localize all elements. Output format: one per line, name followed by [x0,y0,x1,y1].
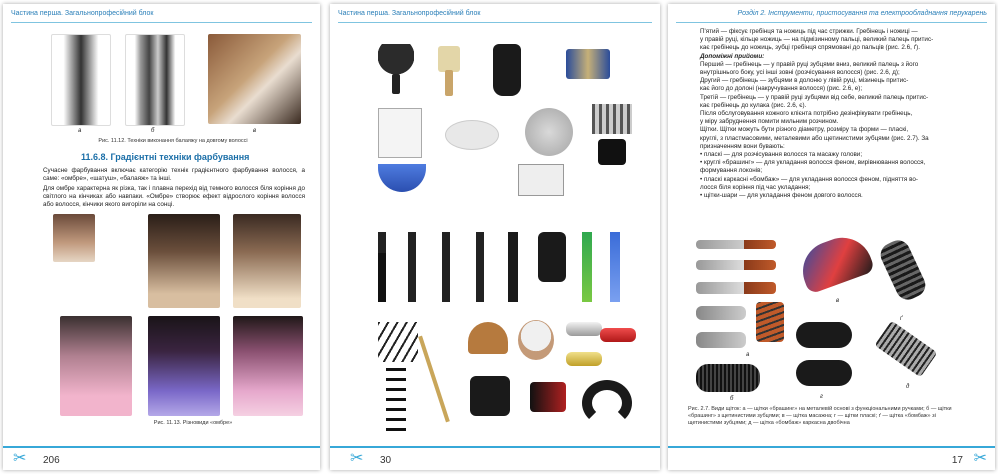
round-brush-icon [696,306,746,320]
stick-icon [418,336,450,423]
page-number: 206 [43,455,60,466]
ombre-photo-6 [233,316,303,416]
fig-label-a: а [78,128,82,134]
page-middle [330,4,660,470]
fig-label-c: в [253,128,257,134]
figure-caption: Рис. 11.13. Різновиди «омбре» [153,420,233,426]
round-brush-icon [696,240,776,249]
balayage-diagram-a [51,34,111,126]
ombre-photo-4 [60,316,132,416]
text-line: • пласкі каркасні «бомбаж» — для укладання волосся феном, підняття во- [700,175,918,183]
page-number: 30 [380,455,392,466]
paragraph: Для омбре характерна як різка, так і плавна перехід від темного волосся біля коріння до світлого на кінчиках або навпаки. «Омбре» створює ефект відрослого коріння волосся або волосся, кінчики якого вигоріли на сонці. [43,185,305,209]
text-line: • щітки-шари — для укладання феном довгого волосся. [700,192,863,200]
page-footer [668,446,995,470]
page-right [668,4,995,470]
foil-roll-icon [566,322,602,336]
text-line: Третій — гребінець — у правій руці зубцями від себе, великий палець притис- [700,93,929,101]
balayage-diagram-b [125,34,185,126]
neck-pillow-icon [582,380,632,426]
text-line: кає його до долоні (накручування волосся) (рис. 2.6, е); [700,85,863,93]
text-line: внутрішнього боку, усі інші зовні (розчісування волосся) (рис. 2.6, д); [700,69,900,77]
text-line: призначенням вони бувають: [700,142,785,150]
text-line: Перший — гребінець — у правій руці зубцями вниз, великий палець з його [700,60,919,68]
tint-brush-blue-icon [610,232,620,302]
hair-catcher-icon [445,120,499,150]
text-line: • круглі «брашинг» — для укладання волосся феном, вирівнювання волосся, [700,159,926,167]
fig-label: д [906,384,910,390]
text-line: лосся біля коріння під час укладання; [700,183,811,191]
vent-brush-icon [877,236,930,303]
section-title: 11.6.8. Градієнтні техніки фарбування [81,152,250,162]
round-brush-icon [696,282,776,294]
balayage-photo [208,34,301,124]
fig-label: г [820,394,823,400]
ombre-photo-3 [233,214,301,308]
spray-bottle-icon [493,44,521,96]
ombre-photo-2 [148,214,220,308]
hairpins-icon [378,322,418,362]
text-line: Щітки. Щітки можуть бути різного діаметру, розміру та форми — пласкі, [700,126,909,134]
fig-label: в [836,298,840,304]
tint-brush-green-icon [582,232,592,302]
text-line: у правій руці, кільце ножиць — на підмізинному пальці, великий палець притис- [700,36,934,44]
foil-cutter-icon [518,164,564,196]
figure-caption: Рис. 2.7. Види щіток: а — щітки «брашинг» на металевій основі з функціональними ручками; б — щітки «брашинг» з щетинистими зубцями; в — щітка масажна; г — щітки пласкі; ґ — щітка «бомбаж» зі щетинистими зубцями; д — щітка «бомбаж» каркасна двобічна [688,406,952,426]
paddle-brush-icon [796,322,852,348]
ombre-photo-5 [148,316,220,416]
wood-brush-handle-icon [445,70,453,96]
text-line: у міру забруднення помити мильним розчином. [700,118,839,126]
fig-label-b: б [151,128,155,134]
round-brush-icon [696,260,776,270]
page-left [3,4,320,470]
text-line: кає гребінець до кулака (рис. 2.6, є). [700,101,807,109]
comb-icon: ✂ [350,450,364,467]
text-line: П'ятий — фіксує гребінця та ножиць під час стрижки. Гребінець і ножиці — [700,28,918,35]
hairnet-icon [525,108,573,156]
scale-icon [470,376,510,416]
tint-brush-icon [378,232,386,302]
text-line: • пласкі — для розчісування волосся та масажу голови; [700,151,863,159]
text-line: Допоміжні прийоми: [700,52,765,60]
cylinder-brush-icon [696,364,760,392]
figure-caption: Рис. 11.12. Техніки виконання балаяжу на довгому волоссі [98,138,248,144]
color-bowl-icon [378,164,426,192]
clips-icon [592,104,632,134]
page-header: Частина перша. Загальнопрофесійний блок [11,8,312,23]
page-footer [330,446,660,470]
massage-brush-icon [795,229,876,294]
text-line: Другий — гребінець — зубцями в долоню у лівій руці, мізинець притис- [700,77,909,85]
fig-label: ґ [900,316,903,322]
foil-roll-gold-icon [566,352,602,366]
glove-icon [598,139,626,165]
round-brush-icon [696,332,746,348]
text-line: Після обслуговування кожного клієнта потрібно дезінфікувати гребінець, [700,110,913,118]
comb-icon: ✂ [973,450,987,467]
foil-roll-red-icon [600,328,636,342]
page-header: Частина перша. Загальнопрофесійний блок [338,8,652,23]
text-line: формування локонів; [700,167,763,175]
wood-brush-icon [438,46,460,72]
tint-brush-icon [508,232,518,302]
mannequin-cap-icon [518,320,554,360]
double-sided-brush-icon [874,321,937,378]
clip-tool-icon [566,49,610,79]
comb-stand-icon [378,108,422,158]
paragraph: Сучасне фарбування включає категорію технік градієнтного фарбування волосся, а саме: «омбре», «шатуш», «балаяж» та інші. [43,167,305,183]
tint-brush-icon [442,232,450,302]
comb-icon: ✂ [13,450,27,467]
thermo-wire-icon [386,368,406,438]
bristle-brush-icon [756,302,784,342]
balayage-board-icon [538,232,566,282]
fig-label: а [746,352,750,358]
timer-icon [530,382,566,412]
text-line: кає гребінець до ножиць, зубці гребінця спрямовані до пальців (рис. 2.6, ґ). [700,44,921,52]
tint-brush-icon [476,232,484,302]
fig-label: б [730,396,734,402]
tint-brush-icon [408,232,416,302]
paddle-brush-icon [796,360,852,386]
page-number: 17 [951,455,963,466]
ombre-photo-1 [53,214,95,262]
helmet-cap-icon [468,322,508,354]
text-line: круглі, з пластмасовими, металевими або щетинистими зубцями (рис. 2.7). За [700,134,929,142]
page-header: Розділ 2. Інструменти, пристосування та електрообладнання перукарень [676,8,987,23]
page-footer [3,446,320,470]
neck-brush-handle-icon [392,74,400,94]
